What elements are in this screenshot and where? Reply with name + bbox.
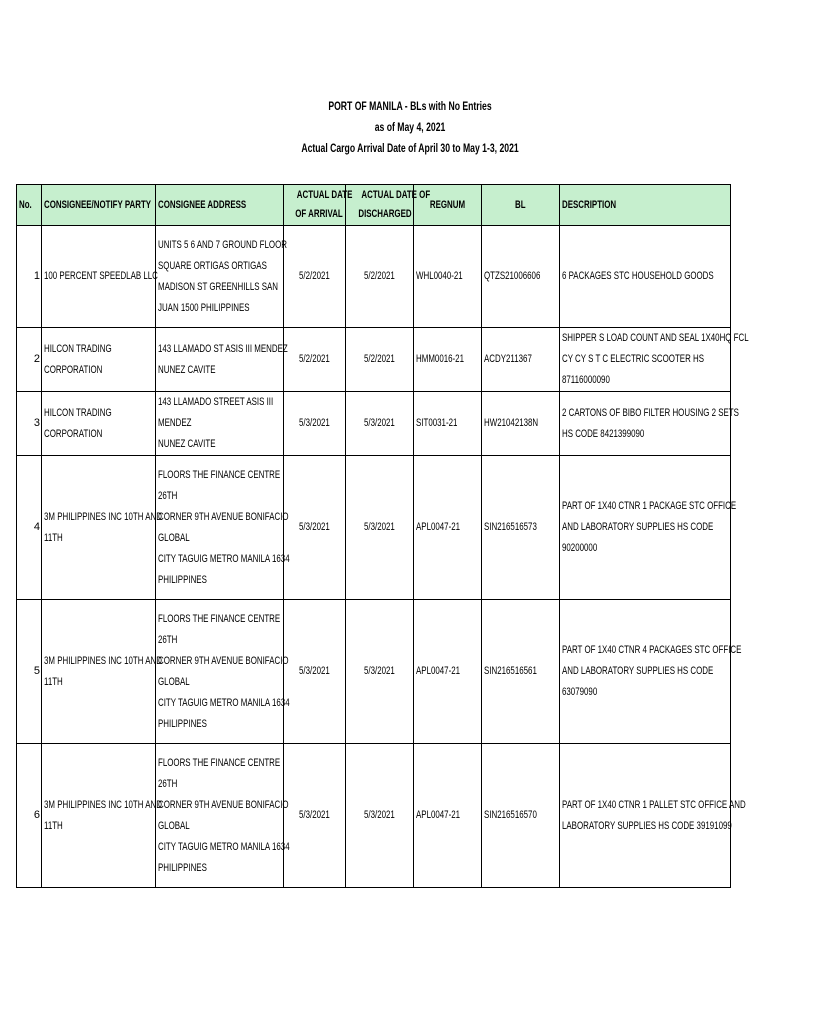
consignee-cell bbox=[42, 392, 156, 456]
consignee-cell bbox=[42, 600, 162, 744]
cell-line: 26TH bbox=[158, 777, 178, 790]
regnum-cell: HMM0016-21 bbox=[414, 328, 482, 392]
cell-line: SHIPPER S LOAD COUNT AND SEAL 1X40HQ FCL bbox=[562, 332, 749, 344]
cell-line: GLOBAL bbox=[158, 819, 190, 832]
bl-cell: SIN216516573 bbox=[482, 456, 560, 600]
cell-line: 26TH bbox=[158, 633, 178, 646]
cell-line: 143 LLAMADO ST ASIS III MENDEZ bbox=[158, 342, 288, 355]
cell-line: 90200000 bbox=[562, 542, 598, 554]
table-row bbox=[17, 392, 731, 456]
cell-line: 26TH bbox=[158, 489, 178, 502]
row-number: 2 bbox=[17, 328, 42, 392]
cell-line: 11TH bbox=[44, 675, 63, 688]
cell-line: 3M PHILIPPINES INC 10TH AND bbox=[44, 654, 162, 667]
regnum-cell: APL0047-21 bbox=[414, 744, 482, 888]
discharged-date-cell: 5/2/2021 bbox=[346, 328, 414, 392]
col-no: No. bbox=[17, 185, 42, 226]
cell-line: UNITS 5 6 AND 7 GROUND FLOOR bbox=[158, 238, 287, 251]
cell-line: MADISON ST GREENHILLS SAN bbox=[158, 280, 279, 293]
cell-line: CITY TAGUIG METRO MANILA 1634 bbox=[158, 552, 290, 565]
discharged-date-cell: 5/2/2021 bbox=[346, 226, 414, 328]
bl-cell: SIN216516561 bbox=[482, 600, 560, 744]
regnum-cell: WHL0040-21 bbox=[414, 226, 482, 328]
bl-cell: QTZS21006606 bbox=[482, 226, 560, 328]
consignee-cell bbox=[42, 456, 162, 600]
cell-line: CITY TAGUIG METRO MANILA 1634 bbox=[158, 696, 290, 709]
cell-line: HILCON TRADING bbox=[44, 406, 112, 419]
cell-line: AND LABORATORY SUPPLIES HS CODE bbox=[562, 665, 714, 677]
col-address: CONSIGNEE ADDRESS bbox=[156, 185, 284, 226]
regnum-cell: APL0047-21 bbox=[414, 600, 482, 744]
cell-line: 6 PACKAGES STC HOUSEHOLD GOODS bbox=[562, 270, 714, 282]
cell-line: 11TH bbox=[44, 819, 63, 832]
col-description: DESCRIPTION bbox=[560, 185, 731, 226]
cell-line: NUNEZ CAVITE bbox=[158, 438, 216, 450]
table-row bbox=[17, 744, 731, 888]
table-row bbox=[17, 328, 731, 392]
cell-line: CORPORATION bbox=[44, 427, 103, 440]
cell-line: PART OF 1X40 CTNR 4 PACKAGES STC OFFICE bbox=[562, 644, 742, 656]
cell-line: LABORATORY SUPPLIES HS CODE 39191099 bbox=[562, 819, 732, 832]
row-number: 6 bbox=[17, 744, 42, 888]
address-cell bbox=[156, 600, 290, 744]
cell-line: HS CODE 8421399090 bbox=[562, 427, 645, 440]
discharged-date-cell: 5/3/2021 bbox=[346, 744, 414, 888]
col-discharged: ACTUAL DATE OF DISCHARGED bbox=[346, 185, 414, 226]
arrival-date-cell: 5/3/2021 bbox=[284, 392, 346, 456]
report-header bbox=[0, 96, 820, 159]
row-number: 4 bbox=[17, 456, 42, 600]
report-date: as of May 4, 2021 bbox=[374, 120, 446, 134]
col-regnum: REGNUM bbox=[414, 185, 482, 226]
cell-line: 143 LLAMADO STREET ASIS III bbox=[158, 396, 274, 408]
report-title: PORT OF MANILA - BLs with No Entries bbox=[328, 99, 492, 113]
regnum-cell: SIT0031-21 bbox=[414, 392, 482, 456]
cell-line: CITY TAGUIG METRO MANILA 1634 bbox=[158, 840, 290, 853]
bl-cell: SIN216516570 bbox=[482, 744, 560, 888]
arrival-date-cell: 5/3/2021 bbox=[284, 456, 346, 600]
address-cell bbox=[156, 226, 287, 328]
description-cell bbox=[560, 744, 746, 888]
cell-line: 87116000090 bbox=[562, 374, 610, 386]
consignee-cell bbox=[42, 328, 156, 392]
cell-line: CORPORATION bbox=[44, 363, 103, 376]
table-row bbox=[17, 600, 731, 744]
cell-line: GLOBAL bbox=[158, 531, 190, 544]
report-subtitle: Actual Cargo Arrival Date of April 30 to May 1-3, 2021 bbox=[301, 141, 519, 155]
cell-line: 3M PHILIPPINES INC 10TH AND bbox=[44, 798, 162, 811]
cell-line: 100 PERCENT SPEEDLAB LLC bbox=[44, 270, 158, 282]
description-cell bbox=[560, 600, 742, 744]
arrival-date-cell: 5/3/2021 bbox=[284, 600, 346, 744]
consignee-cell bbox=[42, 226, 156, 328]
table-row bbox=[17, 226, 731, 328]
address-cell bbox=[156, 392, 284, 456]
cell-line: JUAN 1500 PHILIPPINES bbox=[158, 301, 250, 314]
bl-cell: HW21042138N bbox=[482, 392, 560, 456]
row-number: 5 bbox=[17, 600, 42, 744]
address-cell bbox=[156, 744, 290, 888]
description-cell bbox=[560, 456, 737, 600]
cell-line: PART OF 1X40 CTNR 1 PACKAGE STC OFFICE bbox=[562, 500, 737, 512]
col-consignee: CONSIGNEE/NOTIFY PARTY bbox=[42, 185, 156, 226]
table-header-row bbox=[17, 185, 731, 226]
row-number: 3 bbox=[17, 392, 42, 456]
cell-line: CORNER 9TH AVENUE BONIFACIO bbox=[158, 510, 289, 523]
cell-line: PHILIPPINES bbox=[158, 717, 207, 730]
cell-line: HILCON TRADING bbox=[44, 342, 112, 355]
cell-line: FLOORS THE FINANCE CENTRE bbox=[158, 468, 281, 481]
discharged-date-cell: 5/3/2021 bbox=[346, 456, 414, 600]
description-cell bbox=[560, 226, 731, 328]
cell-line: SQUARE ORTIGAS ORTIGAS bbox=[158, 259, 267, 272]
cell-line: FLOORS THE FINANCE CENTRE bbox=[158, 756, 281, 769]
cell-line: PART OF 1X40 CTNR 1 PALLET STC OFFICE AND bbox=[562, 798, 746, 811]
col-bl: BL bbox=[482, 185, 560, 226]
cell-line: MENDEZ bbox=[158, 417, 192, 429]
cell-line: 2 CARTONS OF BIBO FILTER HOUSING 2 SETS bbox=[562, 406, 739, 419]
cell-line: 3M PHILIPPINES INC 10TH AND bbox=[44, 510, 162, 523]
row-number: 1 bbox=[17, 226, 42, 328]
cell-line: GLOBAL bbox=[158, 675, 190, 688]
cell-line: CORNER 9TH AVENUE BONIFACIO bbox=[158, 798, 289, 811]
cell-line: PHILIPPINES bbox=[158, 861, 207, 874]
discharged-date-cell: 5/3/2021 bbox=[346, 392, 414, 456]
address-cell bbox=[156, 456, 290, 600]
arrival-date-cell: 5/3/2021 bbox=[284, 744, 346, 888]
cell-line: NUNEZ CAVITE bbox=[158, 363, 216, 376]
discharged-date-cell: 5/3/2021 bbox=[346, 600, 414, 744]
bl-cell: ACDY211367 bbox=[482, 328, 560, 392]
cell-line: CY CY S T C ELECTRIC SCOOTER HS bbox=[562, 353, 705, 365]
cell-line: 63079090 bbox=[562, 686, 598, 698]
arrival-date-cell: 5/2/2021 bbox=[284, 328, 346, 392]
arrival-date-cell: 5/2/2021 bbox=[284, 226, 346, 328]
col-arrival: ACTUAL DATE OF ARRIVAL bbox=[284, 185, 346, 226]
cell-line: AND LABORATORY SUPPLIES HS CODE bbox=[562, 521, 714, 533]
cell-line: 11TH bbox=[44, 531, 63, 544]
consignee-cell bbox=[42, 744, 162, 888]
description-cell bbox=[560, 328, 749, 392]
regnum-cell: APL0047-21 bbox=[414, 456, 482, 600]
cell-line: CORNER 9TH AVENUE BONIFACIO bbox=[158, 654, 289, 667]
address-cell bbox=[156, 328, 288, 392]
table-row bbox=[17, 456, 731, 600]
cell-line: FLOORS THE FINANCE CENTRE bbox=[158, 612, 281, 625]
cell-line: PHILIPPINES bbox=[158, 573, 207, 586]
description-cell bbox=[560, 392, 739, 456]
bl-table bbox=[16, 184, 749, 888]
